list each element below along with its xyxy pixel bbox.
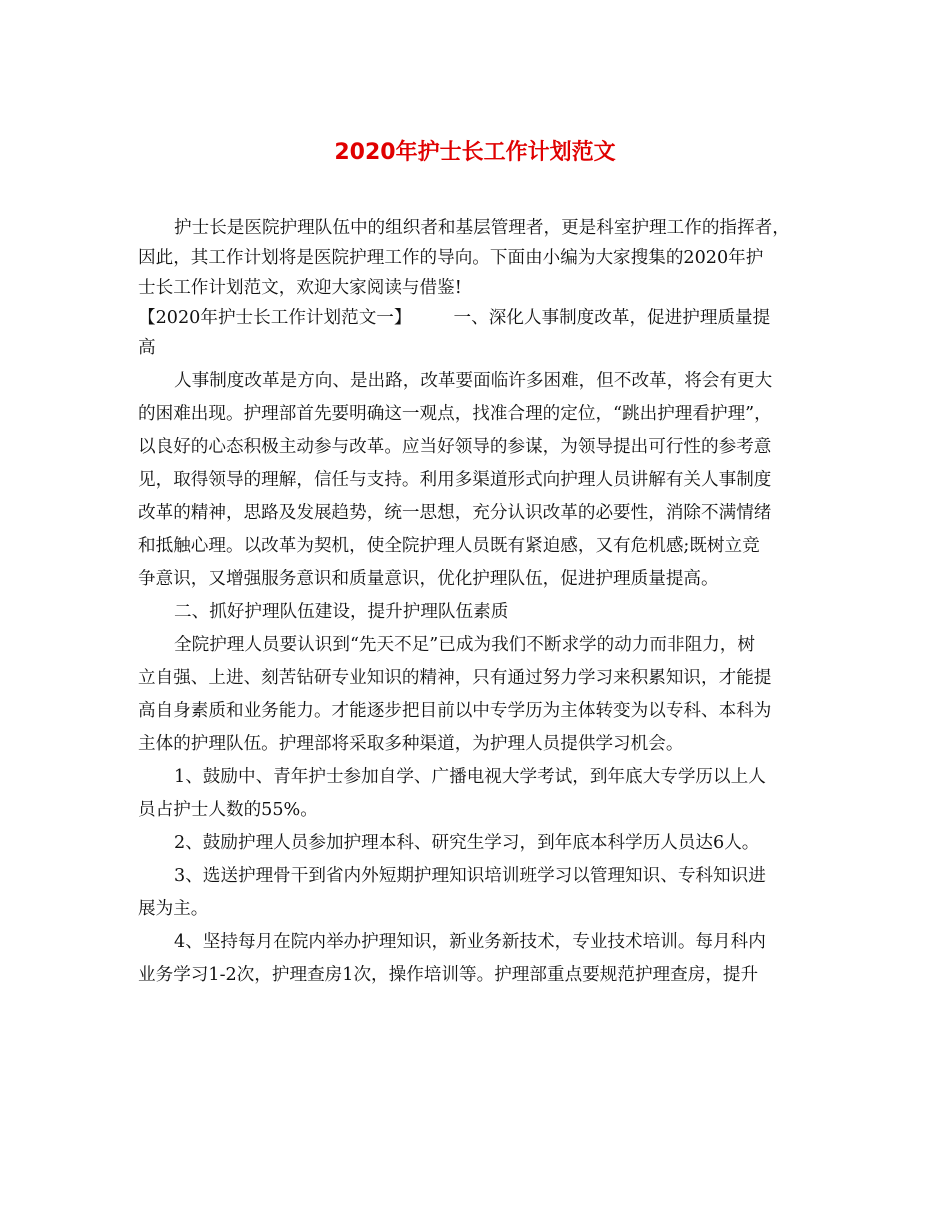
paragraph-line: 立自强、上进、刻苦钻研专业知识的精神，只有通过努力学习来积累知识，才能提 — [138, 668, 772, 688]
paragraph-line: 高自身素质和业务能力。才能逐步把目前以中专学历为主体转变为以专科、本科为 — [138, 701, 772, 721]
paragraph-line: 以良好的心态积极主动参与改革。应当好领导的参谋，为领导提出可行性的参考意 — [138, 437, 772, 457]
section-label: 【2020年护士长工作计划范文一】 — [138, 308, 412, 328]
paragraph-line: 的困难出现。护理部首先要明确这一观点，找准合理的定位，“跳出护理看护理”， — [138, 404, 772, 424]
paragraph-line: 争意识，又增强服务意识和质量意识，优化护理队伍，促进护理质量提高。 — [138, 569, 719, 589]
section2-heading: 二、抓好护理队伍建设，提升护理队伍素质 — [174, 602, 509, 622]
list-item-line: 展为主。 — [138, 899, 209, 919]
section-heading-line — [138, 306, 828, 330]
list-item-line: 业务学习1-2次，护理查房1次，操作培训等。护理部重点要规范护理查房，提升 — [138, 965, 759, 985]
list-item-line: 3、选送护理骨干到省内外短期护理知识培训班学习以管理知识、专科知识进 — [174, 866, 766, 886]
paragraph-line: 全院护理人员要认识到“先天不足”已成为我们不断求学的动力而非阻力，树 — [174, 635, 755, 655]
intro-line: 士长工作计划范文，欢迎大家阅读与借鉴! — [138, 278, 462, 298]
section1-heading-end: 高 — [138, 338, 156, 358]
list-item-line: 1、鼓励中、青年护士参加自学、广播电视大学考试，到年底大专学历以上人 — [174, 767, 766, 787]
list-item-line: 员占护士人数的55%。 — [138, 800, 318, 820]
paragraph-line: 和抵触心理。以改革为契机，使全院护理人员既有紧迫感，又有危机感;既树立竞 — [138, 536, 760, 556]
paragraph-line: 人事制度改革是方向、是出路，改革要面临许多困难，但不改革，将会有更大 — [174, 371, 773, 391]
list-item-line: 2、鼓励护理人员参加护理本科、研究生学习，到年底本科学历人员达6人。 — [174, 833, 760, 853]
list-item-line: 4、坚持每月在院内举办护理知识，新业务新技术，专业技术培训。每月科内 — [174, 932, 766, 952]
paragraph-line: 主体的护理队伍。护理部将采取多种渠道，为护理人员提供学习机会。 — [138, 734, 684, 754]
intro-line: 因此，其工作计划将是医院护理工作的导向。下面由小编为大家搜集的2020年护 — [138, 248, 764, 268]
paragraph-line: 见，取得领导的理解，信任与支持。利用多渠道形式向护理人员讲解有关人事制度 — [138, 470, 772, 490]
section1-heading: 一、深化人事制度改革，促进护理质量提 — [453, 308, 771, 328]
document-title: 2020年护士长工作计划范文 — [334, 140, 616, 165]
document-body — [138, 216, 828, 987]
intro-line: 护士长是医院护理队伍中的组织者和基层管理者，更是科室护理工作的指挥者， — [174, 218, 790, 238]
paragraph-line: 改革的精神，思路及发展趋势，统一思想，充分认识改革的必要性，消除不满情绪 — [138, 503, 772, 523]
